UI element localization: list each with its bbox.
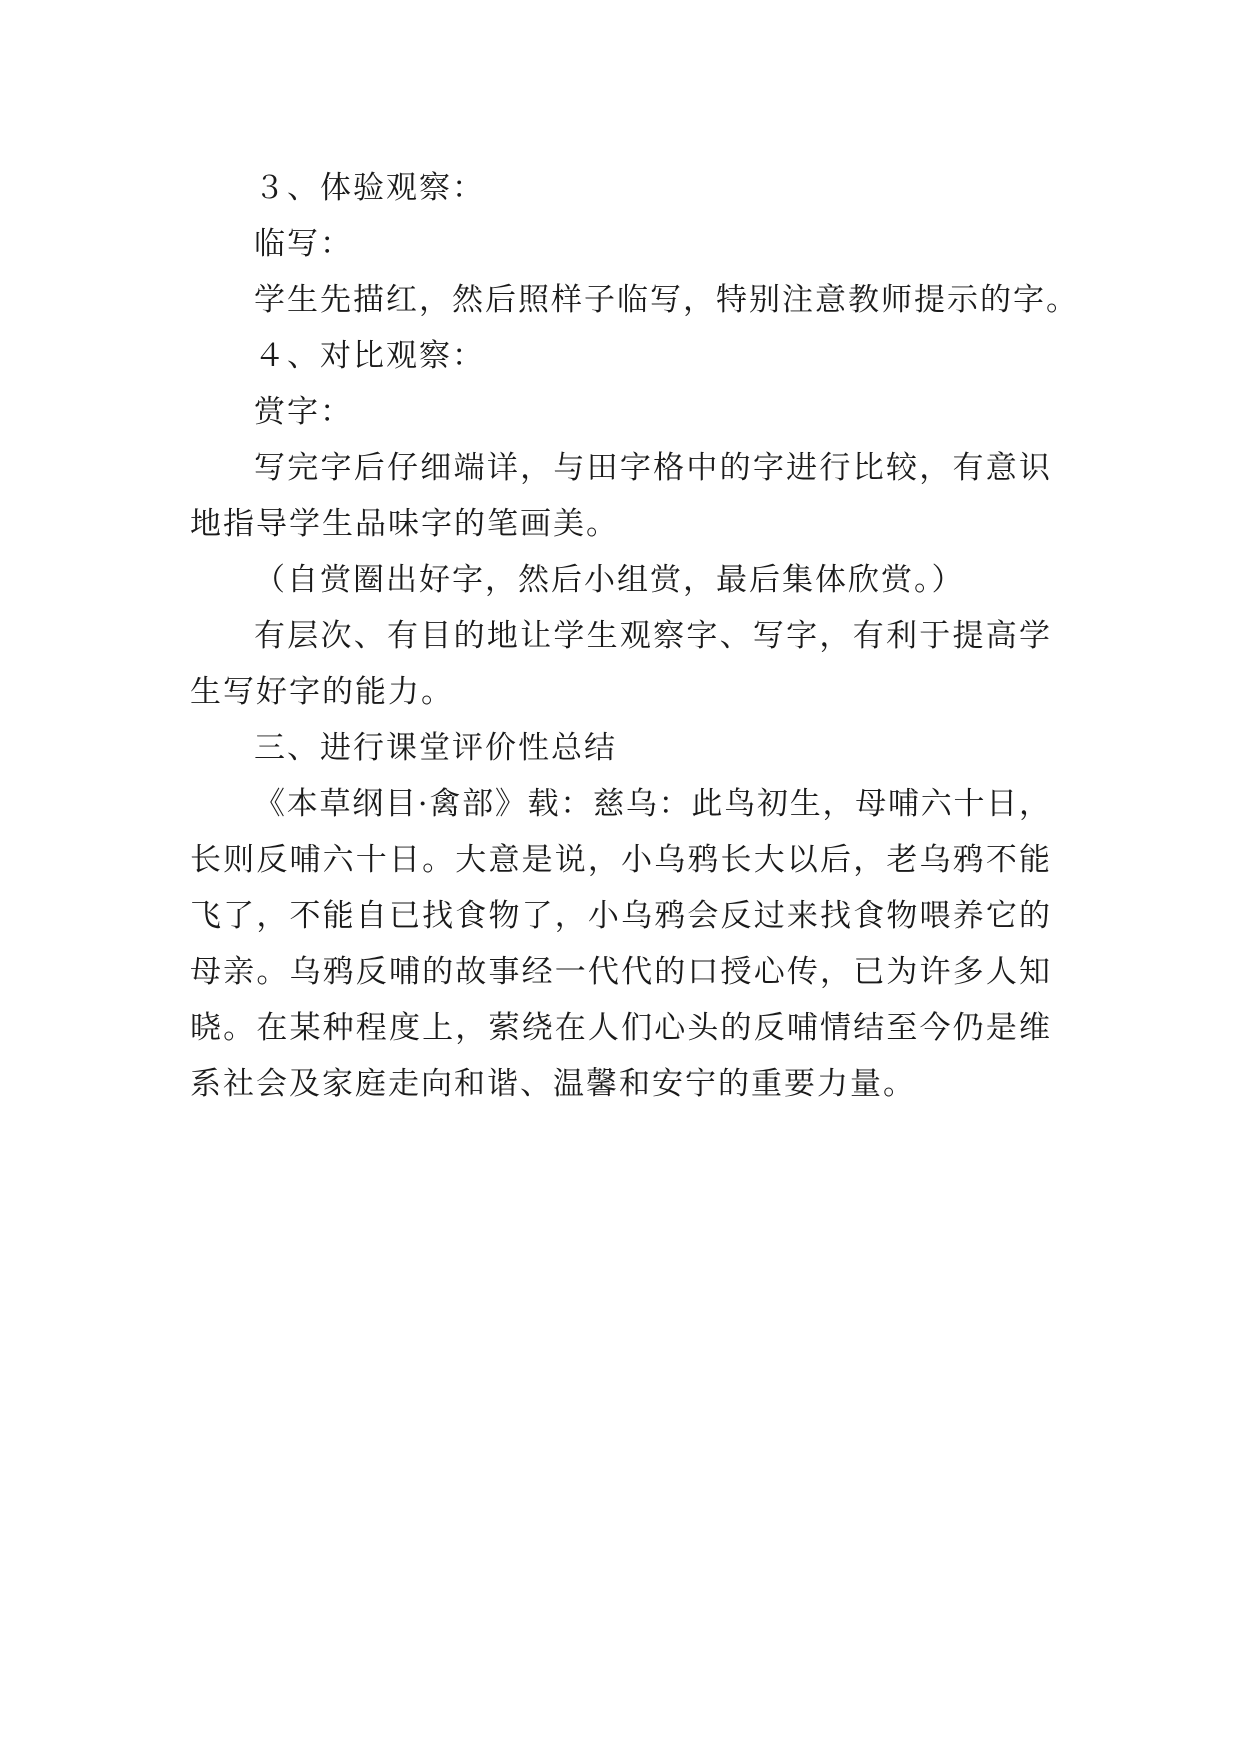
subheading-copying: 临写：: [254, 226, 353, 262]
subheading-appreciation: 赏字：: [254, 394, 353, 430]
paragraph-line: 母亲。乌鸦反哺的故事经一代代的口授心传，已为许多人知: [190, 954, 1050, 990]
paragraph-line: 地指导学生品味字的笔画美。: [190, 506, 619, 542]
paragraph-line: （自赏圈出好字，然后小组赏，最后集体欣赏。）: [254, 562, 965, 598]
paragraph-line: 飞了，不能自已找食物了，小乌鸦会反过来找食物喂养它的: [190, 898, 1050, 934]
section-heading-4: ４、对比观察：: [254, 338, 485, 374]
paragraph-line: 学生先描红，然后照样子临写，特别注意教师提示的字。: [254, 282, 1079, 318]
paragraph-line: 写完字后仔细端详，与田字格中的字进行比较，有意识: [254, 450, 1050, 486]
paragraph-line: 有层次、有目的地让学生观察字、写字，有利于提高学: [254, 618, 1050, 654]
paragraph-line: 系社会及家庭走向和谐、温馨和安宁的重要力量。: [190, 1066, 916, 1102]
paragraph-line: 生写好字的能力。: [190, 674, 454, 710]
section-heading-3: ３、体验观察：: [254, 170, 485, 206]
section-heading-summary: 三、进行课堂评价性总结: [254, 730, 617, 766]
paragraph-line: 长则反哺六十日。大意是说，小乌鸦长大以后，老乌鸦不能: [190, 842, 1050, 878]
paragraph-line: 《本草纲目·禽部》载：慈乌：此鸟初生，母哺六十日，: [254, 786, 1050, 822]
paragraph-line: 晓。在某种程度上，萦绕在人们心头的反哺情结至今仍是维: [190, 1010, 1050, 1046]
